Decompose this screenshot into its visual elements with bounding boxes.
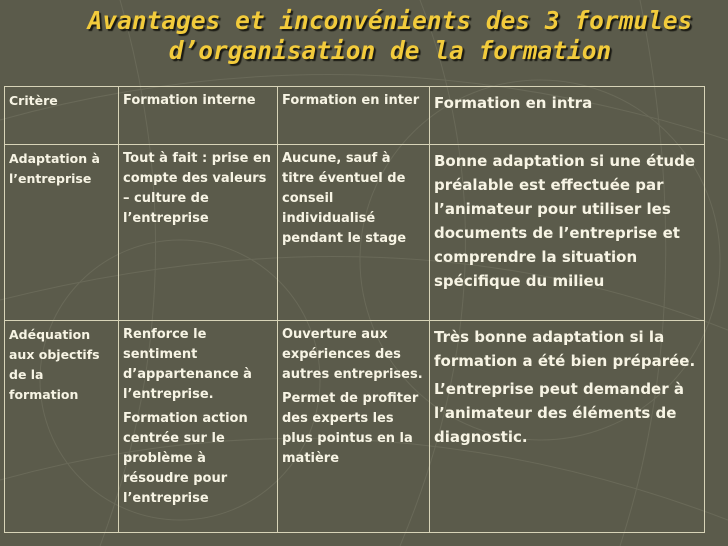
table-header-row bbox=[5, 87, 705, 145]
header-formation-interne: Formation interne bbox=[119, 87, 278, 145]
header-formation-intra: Formation en intra bbox=[430, 87, 705, 145]
header-critere: Critère bbox=[5, 87, 119, 145]
row-criterion: Adaptation à l’entreprise bbox=[5, 145, 119, 321]
cell-paragraph: Permet de profiter des experts les plus pointus en la matière bbox=[282, 391, 419, 466]
cell-paragraph: Tout à fait : prise en compte des valeurs – culture de l’entreprise bbox=[123, 151, 272, 226]
cell-paragraph: Ouverture aux expériences des autres entreprises. bbox=[282, 327, 423, 382]
slide-title-line-1: Avantages et inconvénients des 3 formules bbox=[87, 6, 693, 35]
cell-paragraph: Formation action centrée sur le problème à résoudre pour l’entreprise bbox=[123, 411, 248, 506]
cell-paragraph: L’entreprise peut demander à l’animateur des éléments de diagnostic. bbox=[434, 380, 684, 446]
cell-interne bbox=[119, 145, 278, 321]
comparison-table bbox=[4, 86, 705, 533]
slide-title bbox=[70, 6, 710, 66]
table-row bbox=[5, 321, 705, 533]
cell-intra bbox=[430, 321, 705, 533]
cell-intra bbox=[430, 145, 705, 321]
header-formation-inter: Formation en inter bbox=[278, 87, 430, 145]
cell-inter bbox=[278, 321, 430, 533]
cell-interne bbox=[119, 321, 278, 533]
cell-paragraph: Renforce le sentiment d’appartenance à l’entreprise. bbox=[123, 327, 252, 402]
cell-paragraph: Bonne adaptation si une étude préalable est effectuée par l’animateur pour utiliser les documents de l’entreprise et comprendre la situation spécifique du milieu bbox=[434, 152, 695, 290]
cell-paragraph: Très bonne adaptation si la formation a été bien préparée. bbox=[434, 328, 696, 370]
cell-inter bbox=[278, 145, 430, 321]
cell-paragraph: Aucune, sauf à titre éventuel de conseil individualisé pendant le stage bbox=[282, 151, 407, 246]
slide-title-line-2: d’organisation de la formation bbox=[168, 36, 612, 65]
row-criterion: Adéquation aux objectifs de la formation bbox=[5, 321, 119, 533]
table-row bbox=[5, 145, 705, 321]
